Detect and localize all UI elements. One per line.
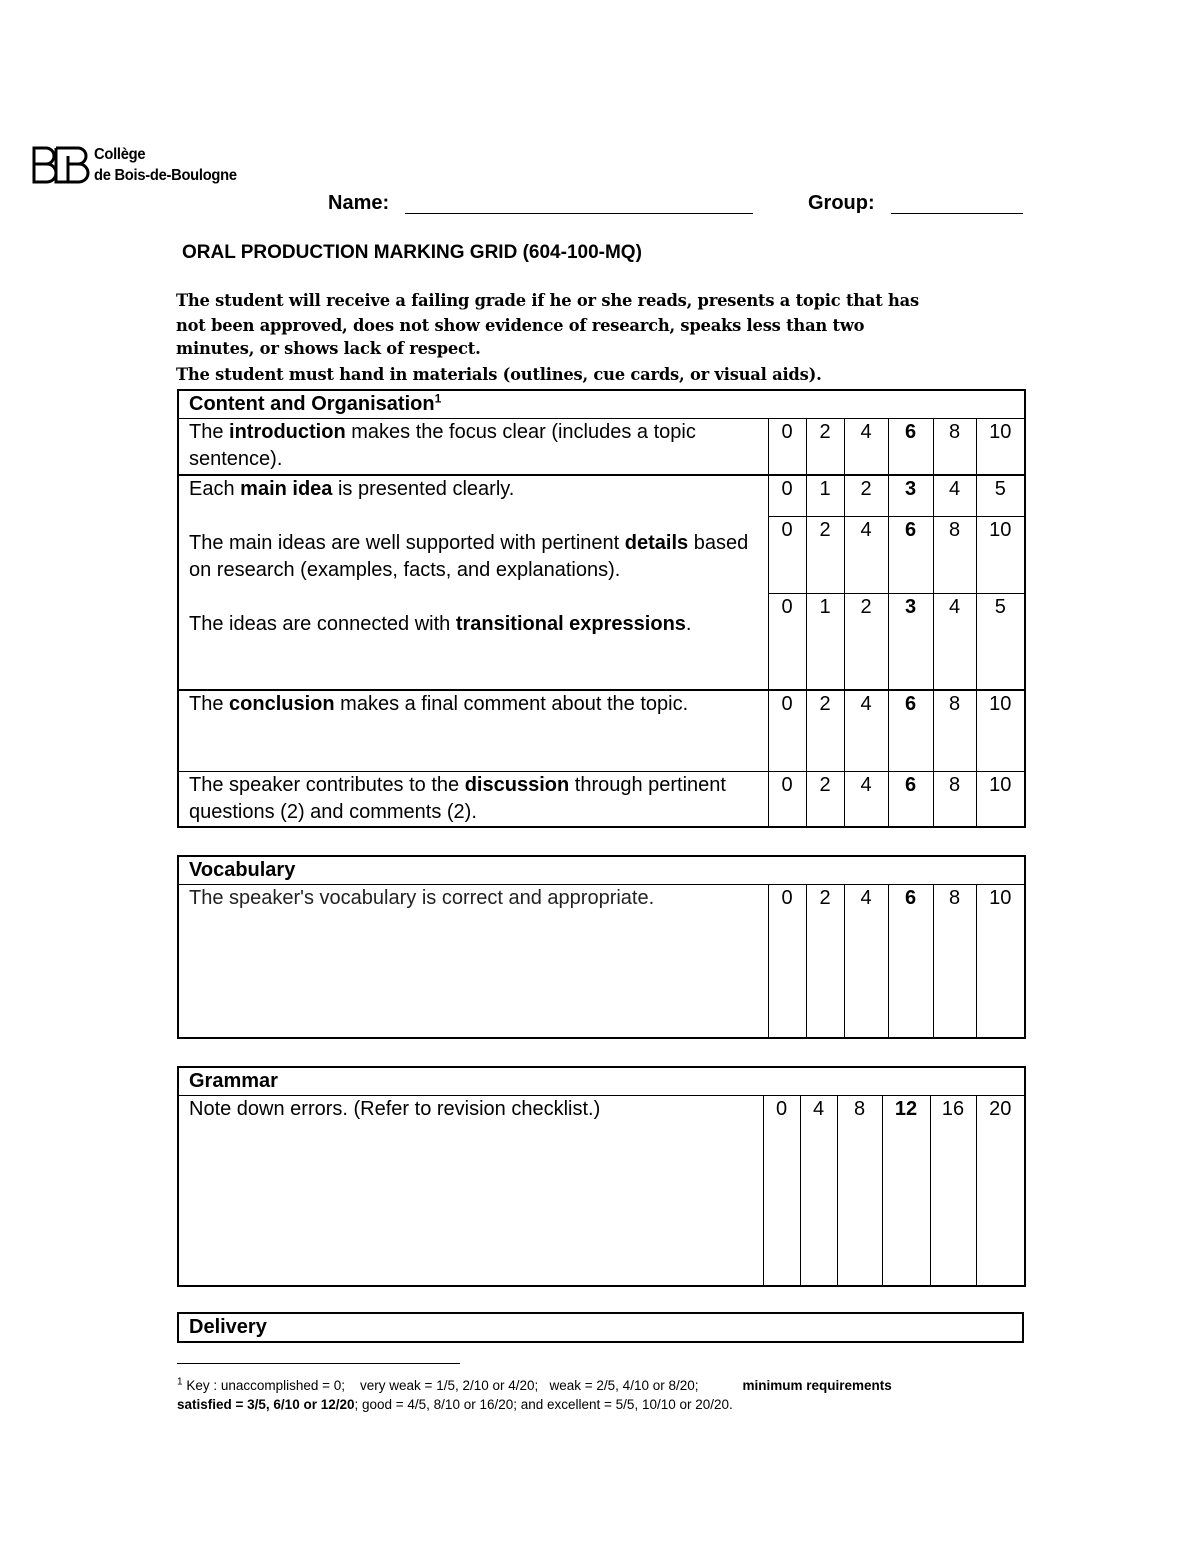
- score-cell[interactable]: 0: [768, 594, 806, 690]
- materials-note: The student must hand in materials (outlines, cue cards, or visual aids).: [176, 364, 822, 384]
- score-cell[interactable]: 0: [768, 517, 806, 594]
- name-label: Name:: [328, 192, 390, 214]
- score-cell[interactable]: 5: [976, 475, 1025, 517]
- group-field[interactable]: [891, 213, 1023, 214]
- score-cell[interactable]: 3: [888, 475, 933, 517]
- grammar-heading: Grammar: [178, 1067, 1025, 1096]
- score-cell[interactable]: 4: [844, 885, 888, 1038]
- college-logo: [28, 140, 252, 190]
- score-cell[interactable]: 1: [806, 475, 844, 517]
- criterion-grammar: Note down errors. (Refer to revision checklist.): [178, 1096, 763, 1286]
- score-cell[interactable]: 12: [882, 1096, 930, 1286]
- score-cell[interactable]: 2: [844, 594, 888, 690]
- footnote-key-text: Key : unaccomplished = 0; very weak = 1/5, 2/10 or 4/20; weak = 2/5, 4/10 or 8/20;: [182, 1378, 699, 1393]
- score-cell[interactable]: 10: [976, 690, 1025, 772]
- score-cell[interactable]: 2: [844, 475, 888, 517]
- score-cell[interactable]: 6: [888, 690, 933, 772]
- score-cell[interactable]: 5: [976, 594, 1025, 690]
- score-cell[interactable]: 2: [806, 772, 844, 828]
- score-cell[interactable]: 8: [933, 517, 976, 594]
- content-table: [177, 389, 1026, 828]
- vocabulary-heading: Vocabulary: [178, 856, 1025, 885]
- score-cell[interactable]: 4: [933, 594, 976, 690]
- criterion-main-idea: Each main idea is presented clearly.: [189, 477, 515, 500]
- page-title: ORAL PRODUCTION MARKING GRID (604-100-MQ): [182, 242, 642, 263]
- score-cell[interactable]: 0: [763, 1096, 800, 1286]
- score-cell[interactable]: 8: [933, 885, 976, 1038]
- score-cell[interactable]: 2: [806, 517, 844, 594]
- score-cell[interactable]: 20: [976, 1096, 1025, 1286]
- score-cell[interactable]: 4: [844, 517, 888, 594]
- score-cell[interactable]: 8: [933, 419, 976, 475]
- delivery-table: [177, 1312, 1024, 1343]
- score-cell[interactable]: 2: [806, 885, 844, 1038]
- score-cell[interactable]: 0: [768, 772, 806, 828]
- intro-line-2: not been approved, does not show evidence of research, speaks less than two: [176, 315, 865, 335]
- score-cell[interactable]: 4: [800, 1096, 837, 1286]
- score-cell[interactable]: 6: [888, 419, 933, 475]
- score-cell[interactable]: 4: [844, 772, 888, 828]
- score-cell[interactable]: 6: [888, 885, 933, 1038]
- bb-monogram-icon: [30, 144, 90, 188]
- grammar-table: [177, 1066, 1026, 1287]
- criterion-main-ideas: [178, 475, 768, 690]
- vocabulary-table: [177, 855, 1026, 1039]
- score-cell[interactable]: 4: [844, 690, 888, 772]
- score-cell[interactable]: 0: [768, 419, 806, 475]
- footnote-bold-2: satisfied = 3/5, 6/10 or 12/20: [177, 1397, 355, 1412]
- criterion-introduction: The introduction makes the focus clear (includes a topic sentence).: [178, 419, 768, 475]
- intro-line-3: minutes, or shows lack of respect.: [176, 339, 481, 358]
- footnote-mark: 1: [177, 1376, 183, 1388]
- score-cell[interactable]: 2: [806, 690, 844, 772]
- footnote-separator: [177, 1363, 460, 1364]
- score-cell[interactable]: 16: [930, 1096, 976, 1286]
- footnote-line-1: [177, 1376, 1027, 1395]
- score-cell[interactable]: 8: [837, 1096, 882, 1286]
- content-heading-text: Content and Organisation: [189, 393, 435, 415]
- intro-line-1: The student will receive a failing grade if he or she reads, presents a topic that has: [176, 291, 919, 310]
- criterion-discussion: The speaker contributes to the discussion through pertinent questions (2) and comments (2).: [178, 772, 768, 828]
- score-cell[interactable]: 4: [844, 419, 888, 475]
- criterion-vocabulary: The speaker's vocabulary is correct and appropriate.: [178, 885, 768, 1038]
- score-cell[interactable]: 8: [933, 772, 976, 828]
- content-heading: [178, 390, 1025, 419]
- delivery-heading: Delivery: [178, 1313, 1023, 1342]
- criterion-conclusion: The conclusion makes a final comment about the topic.: [178, 690, 768, 772]
- score-cell[interactable]: 10: [976, 517, 1025, 594]
- footnote-ref: 1: [434, 391, 442, 406]
- score-cell[interactable]: 2: [806, 419, 844, 475]
- score-cell[interactable]: 3: [888, 594, 933, 690]
- score-cell[interactable]: 0: [768, 690, 806, 772]
- score-cell[interactable]: 6: [888, 517, 933, 594]
- score-cell[interactable]: 10: [976, 772, 1025, 828]
- score-cell[interactable]: 4: [933, 475, 976, 517]
- intro-paragraph: [176, 288, 1026, 387]
- footnote-rest: ; good = 4/5, 8/10 or 16/20; and excellent = 5/5, 10/10 or 20/20.: [354, 1397, 733, 1412]
- footnote-bold-1: minimum requirements: [742, 1378, 892, 1393]
- score-cell[interactable]: 0: [768, 885, 806, 1038]
- score-cell[interactable]: 10: [976, 419, 1025, 475]
- footnote: [177, 1376, 1027, 1414]
- score-cell[interactable]: 0: [768, 475, 806, 517]
- criterion-transitions: The ideas are connected with transitional expressions.: [189, 612, 692, 635]
- score-cell[interactable]: 8: [933, 690, 976, 772]
- score-cell[interactable]: 10: [976, 885, 1025, 1038]
- score-cell[interactable]: 1: [806, 594, 844, 690]
- footnote-line-2: [177, 1395, 1027, 1414]
- criterion-details: The main ideas are well supported with pertinent details based on research (examples, facts, and explanations).: [189, 531, 749, 581]
- logo-line-2: de Bois-de-Boulogne: [94, 167, 237, 184]
- score-cell[interactable]: 6: [888, 772, 933, 828]
- group-label: Group:: [808, 192, 875, 214]
- name-field[interactable]: [405, 213, 753, 214]
- logo-line-1: Collège: [94, 146, 146, 163]
